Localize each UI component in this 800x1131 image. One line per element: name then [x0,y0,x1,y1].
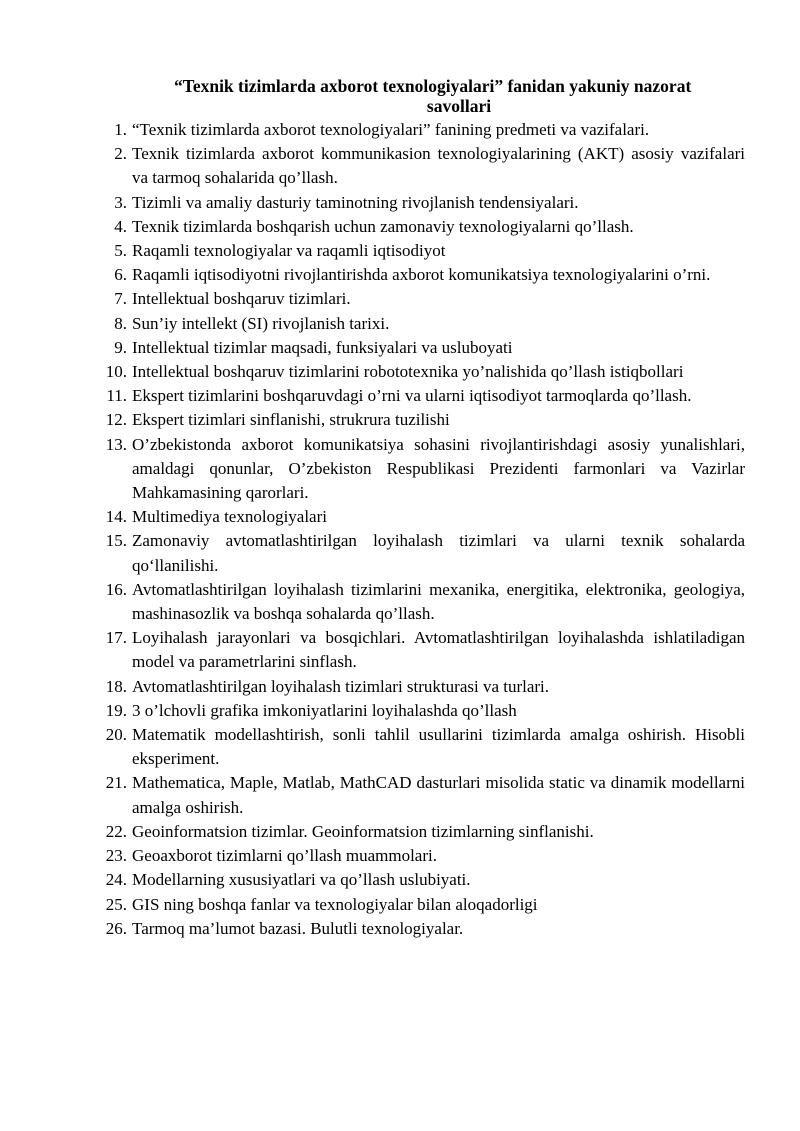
list-item-number: 5. [114,241,127,261]
list-item [95,384,745,408]
list-item-text: Matematik modellashtirish, sonli tahlil usullarini tizimlarda amalga oshirish. Hisobli eksperiment. [132,725,745,769]
list-item [95,578,745,626]
list-item-text: Loyihalash jarayonlari va bosqichlari. Avtomatlashtirilgan loyihalashda ishlatiladigan model va parametrlarini sinflash. [132,628,745,672]
list-item-number: 1. [114,120,127,139]
list-item-number: 9. [114,337,127,357]
list-item [95,917,745,941]
list-item [95,844,745,868]
list-item-number: 26. [105,918,127,938]
list-item-number: 18. [105,676,127,696]
page-title [160,76,750,116]
page-title-line-1: “Texnik tizimlarda axborot texnologiyalari” fanidan yakuniy nazorat [174,76,692,96]
list-item-text: GIS ning boshqa fanlar va texnologiyalar bilan aloqadorligi [132,894,538,914]
page-title-line-2: savollari [426,96,492,116]
list-item-text: Avtomatlashtirilgan loyihalash tizimlarini mexanika, energitika, elektronika, geologiya, mashinasozlik va boshqa sohalarda qo’llash. [132,579,745,624]
list-item-number: 14. [105,507,127,527]
list-item-text: Ekspert tizimlari sinflanishi, strukrura tuzilishi [132,410,450,430]
list-item [95,215,745,239]
list-item [95,312,745,336]
list-item [95,626,745,674]
list-item-text: Avtomatlashtirilgan loyihalash tizimlari strukturasi va turlari. [132,676,550,696]
list-item-number: 13. [105,434,127,454]
list-item-text: “Texnik tizimlarda axborot texnologiyalari” fanining predmeti va vazifalari. [132,120,650,139]
list-item-text: Zamonaviy avtomatlashtirilgan loyihalash tizimlari va ularni texnik sohalarda qo‘llanilishi. [132,531,745,575]
list-item-text: Geoinformatsion tizimlar. Geoinformatsion tizimlarning sinflanishi. [132,821,594,841]
list-item-text: Intellektual tizimlar maqsadi, funksiyalari va usluboyati [132,337,513,357]
list-item-number: 25. [105,894,127,914]
list-item [95,529,745,577]
list-item [95,820,745,844]
list-item [95,893,745,917]
list-item-text: Geoaxborot tizimlarni qo’llash muammolari. [132,846,437,866]
list-item-number: 12. [105,410,127,430]
list-item-text: Raqamli texnologiyalar va raqamli iqtisodiyot [132,241,446,261]
list-item-number: 17. [105,628,127,648]
list-item-number: 15. [105,531,127,551]
list-item [95,505,745,529]
list-item [95,287,745,311]
question-list [95,118,745,941]
list-item-number: 22. [105,821,127,841]
list-item-number: 21. [105,773,127,793]
list-item [95,771,745,819]
list-item-text: Tarmoq ma’lumot bazasi. Bulutli texnologiyalar. [132,918,464,938]
list-item-text: Intellektual boshqaruv tizimlari. [132,289,351,309]
list-item-text: Texnik tizimlarda boshqarish uchun zamonaviy texnologiyalarni qo’llash. [132,216,634,236]
list-item-number: 20. [105,725,127,745]
list-item [95,360,745,384]
list-item [95,433,745,506]
list-item-number: 3. [114,192,127,212]
list-item-number: 10. [105,362,127,382]
list-item [95,675,745,699]
list-item-number: 11. [106,386,127,406]
list-item [95,699,745,723]
list-item-text: O’zbekistonda axborot komunikatsiya sohasini rivojlantirishdagi asosiy yunalishlari, amaldagi qonunlar, O’zbekiston Respublikasi Prezidenti farmonlari va Vazirlar Mahkamasining qarorlari. [132,434,745,503]
list-item-number: 16. [105,579,127,599]
list-item-text: Ekspert tizimlarini boshqaruvdagi o’rni va ularni iqtisodiyot tarmoqlarda qo’llash. [132,386,692,406]
list-item [95,263,745,287]
list-item [95,408,745,432]
list-item-number: 6. [114,265,127,285]
list-item-text: Modellarning xususiyatlari va qo’llash uslubiyati. [132,870,471,890]
list-item-text: Texnik tizimlarda axborot kommunikasion texnologiyalarining (AKT) asosiy vazifalari va tarmoq sohalarida qo’llash. [132,144,745,188]
list-item-text: 3 o’lchovli grafika imkoniyatlarini loyihalashda qo’llash [132,700,517,720]
list-item-text: Tizimli va amaliy dasturiy taminotning rivojlanish tendensiyalari. [132,192,579,212]
list-item-number: 4. [114,216,127,236]
list-item [95,142,745,190]
list-item-number: 19. [105,700,127,720]
list-item-text: Raqamli iqtisodiyotni rivojlantirishda axborot komunikatsiya texnologiyalarini o’rni. [132,265,711,285]
list-item-number: 2. [114,144,127,164]
list-item-number: 24. [105,870,127,890]
list-item-text: Sun’iy intellekt (SI) rivojlanish tarixi. [132,313,390,333]
list-item [95,868,745,892]
list-item-text: Intellektual boshqaruv tizimlarini robototexnika yo’nalishida qo’llash istiqbollari [132,362,684,382]
list-item-number: 23. [105,846,127,866]
list-item-text: Multimediya texnologiyalari [132,507,327,527]
list-item-text: Mathematica, Maple, Matlab, MathCAD dasturlari misolida static va dinamik modellarni amalga oshirish. [132,773,745,817]
list-item [95,118,745,142]
list-item [95,336,745,360]
list-item-number: 8. [114,313,127,333]
list-item [95,191,745,215]
list-item [95,239,745,263]
list-item-number: 7. [114,289,127,309]
list-item [95,723,745,771]
